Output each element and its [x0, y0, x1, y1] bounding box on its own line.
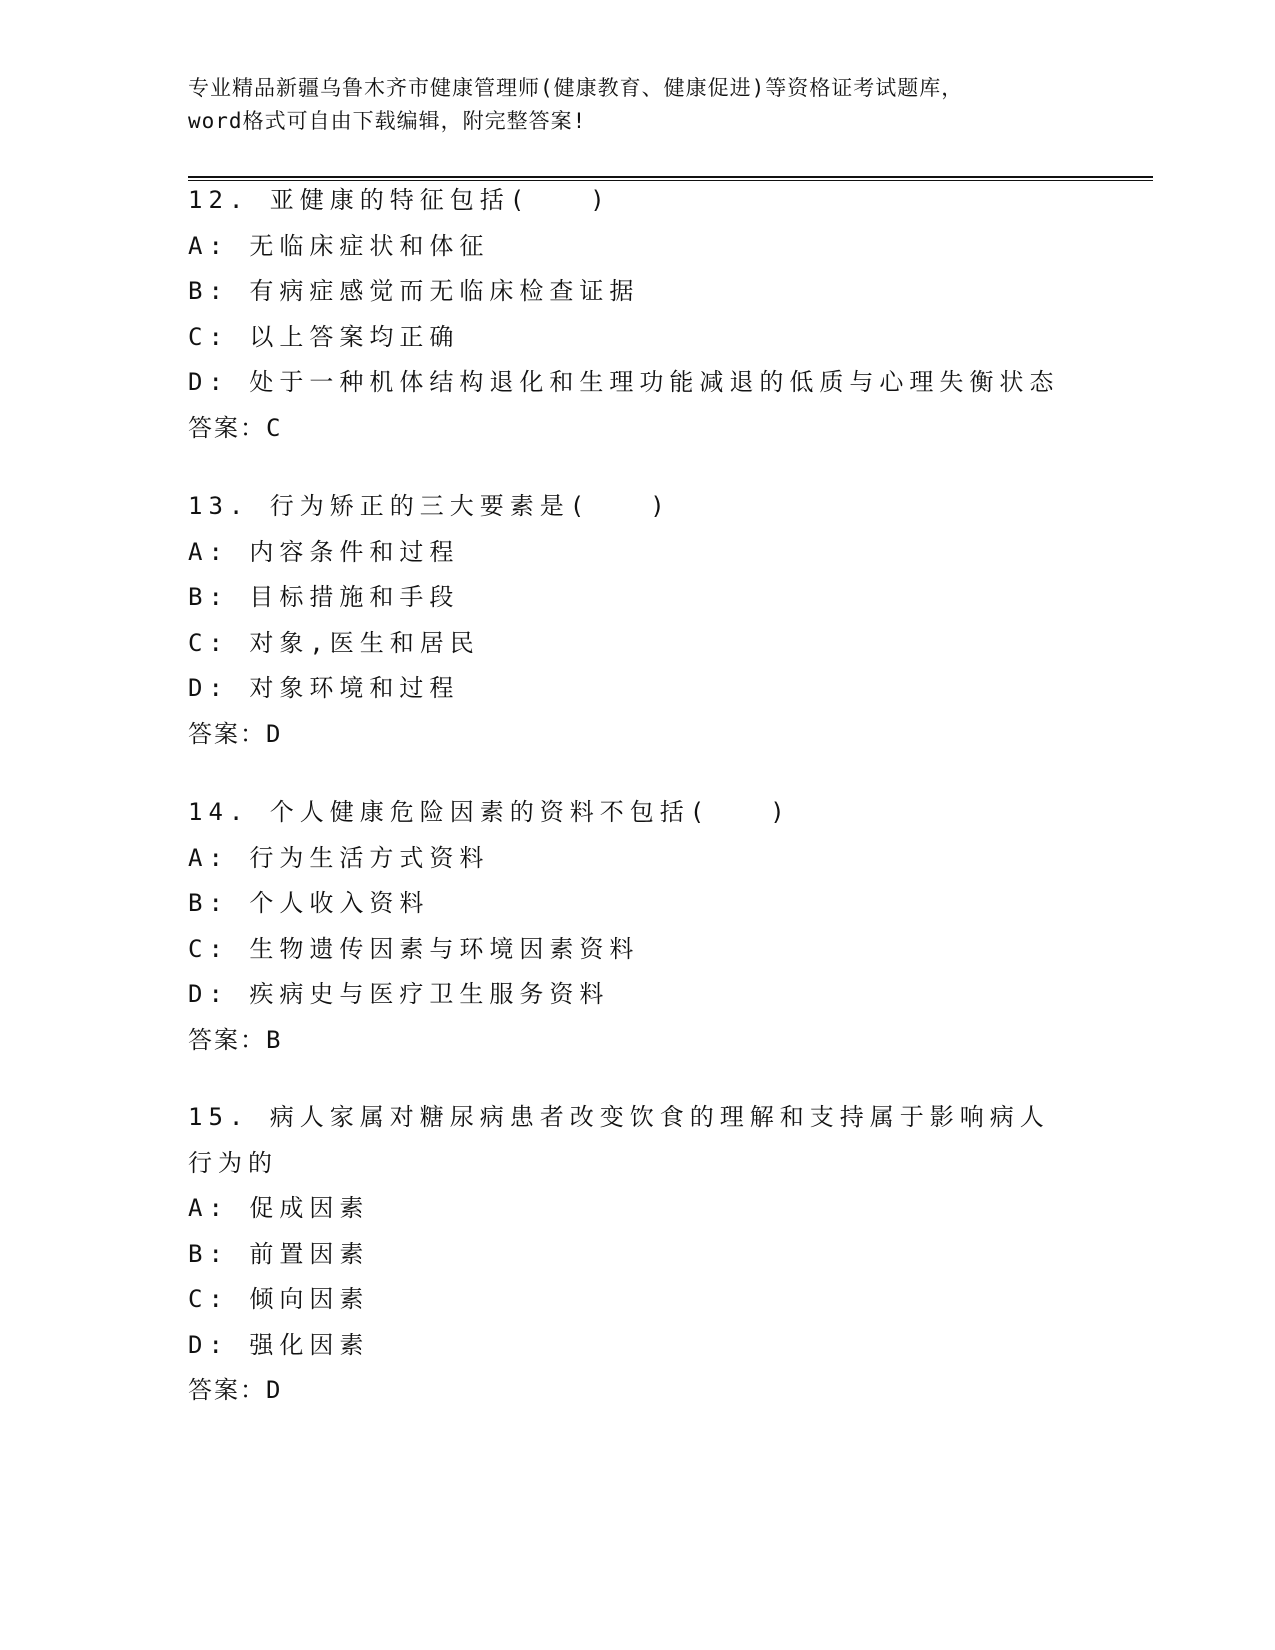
option-b: B: 个人收入资料	[188, 889, 430, 917]
question-14	[188, 790, 1088, 1063]
option-b: B: 有病症感觉而无临床检查证据	[188, 277, 640, 305]
question-stem: 14. 个人健康危险因素的资料不包括( )	[188, 798, 791, 826]
question-13	[188, 484, 1088, 757]
option-c: C: 生物遗传因素与环境因素资料	[188, 934, 640, 963]
question-stem: 15. 病人家属对糖尿病患者改变饮食的理解和支持属于影响病人行为的	[188, 1103, 1050, 1177]
option-c: C: 对象,医生和居民	[188, 628, 480, 657]
option-d: D: 对象环境和过程	[188, 674, 460, 702]
answer: 答案：D	[188, 719, 283, 748]
option-c: C: 以上答案均正确	[188, 322, 460, 351]
question-15	[188, 1095, 1088, 1414]
option-a: A: 无临床症状和体征	[188, 231, 490, 260]
answer: 答案：D	[188, 1376, 283, 1404]
option-a: A: 促成因素	[188, 1194, 370, 1222]
option-d: D: 处于一种机体结构退化和生理功能减退的低质与心理失衡状态	[188, 368, 1060, 396]
header-line-1: 专业精品新疆乌鲁木齐市健康管理师(健康教育、健康促进)等资格证考试题库，	[188, 76, 964, 100]
option-d: D: 疾病史与医疗卫生服务资料	[188, 980, 610, 1008]
question-stem: 13. 行为矫正的三大要素是( )	[188, 492, 671, 520]
question-stem: 12. 亚健康的特征包括( )	[188, 186, 611, 214]
option-c: C: 倾向因素	[188, 1285, 370, 1313]
question-12	[188, 178, 1088, 451]
option-a: A: 内容条件和过程	[188, 537, 460, 566]
answer: 答案：B	[188, 1025, 283, 1054]
option-a: A: 行为生活方式资料	[188, 843, 490, 872]
header-line-2: word格式可自由下载编辑，附完整答案!	[188, 109, 587, 133]
option-b: B: 目标措施和手段	[188, 583, 460, 611]
answer: 答案：C	[188, 413, 283, 442]
option-d: D: 强化因素	[188, 1330, 370, 1359]
option-b: B: 前置因素	[188, 1239, 370, 1268]
document-header	[188, 72, 1088, 138]
